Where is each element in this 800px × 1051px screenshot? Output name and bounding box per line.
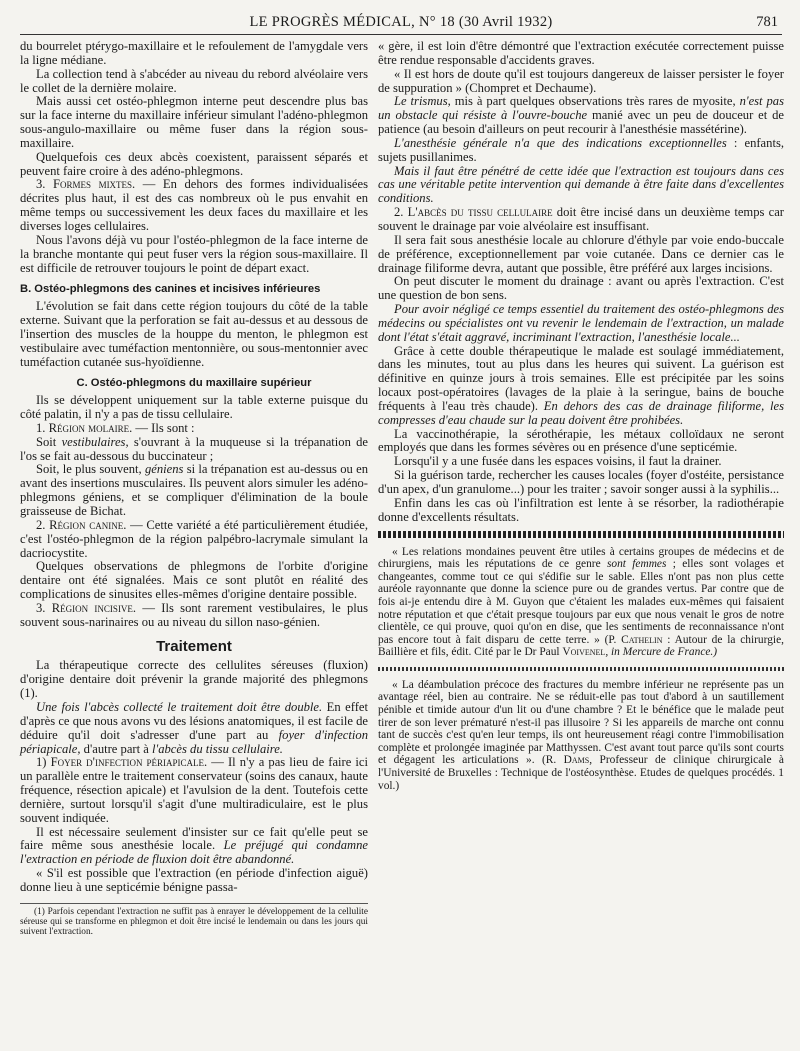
italic-text: En dehors des cas de drainage filiforme, les compresses d'eau chaude sur la peau doivent être prohibées.	[378, 398, 784, 427]
paragraph-text: : enfants, sujets pusillanimes.	[378, 135, 784, 164]
right-column	[378, 40, 784, 792]
run-in-heading: 1) Foyer d'infection périapicale.	[36, 755, 208, 770]
run-in-heading: 3. Formes mixtes.	[36, 177, 136, 192]
paragraph: Nous l'avons déjà vu pour l'ostéo-phlegmon de la face interne de la branche montante qui peut fuser vers la région sous-maxillaire. Il est difficile de retrouver toujours le point de départ exact.	[20, 232, 368, 275]
paragraph	[378, 137, 784, 165]
paragraph-text: d'autre part à	[80, 741, 153, 756]
paragraph-text: — Ils sont :	[132, 420, 195, 435]
footnote: (1) Parfois cependant l'extraction ne suffit pas à enrayer le développement de la cellulite séreuse qui se transforme en phlegmon et doit être incisé le lendemain ou dans les jours qui suivent l'extraction.	[20, 903, 368, 938]
italic-text: géniens	[144, 462, 184, 477]
paragraph-text: — Ils sont rarement vestibulaires, le plus souvent sous-narinaires ou au niveau du sillon naso-génien.	[20, 600, 369, 629]
run-in-heading: 3. Région incisive.	[36, 600, 137, 615]
paragraph-text: doit être incisé dans un deuxième temps car souvent le drainage par voie alvéolaire est insuffisant.	[378, 205, 784, 233]
paragraph: On peut discuter le moment du drainage : avant ou après l'extraction. C'est une question de bon sens.	[378, 274, 784, 303]
italic-text: L'anesthésie générale n'a que des indications exceptionnelles	[394, 135, 727, 150]
running-title: LE PROGRÈS MÉDICAL, N° 18 (30 Avril 1932)	[249, 14, 553, 30]
paragraph-text: si la trépanation est au-dessus ou en avant des insertions musculaires. Ils peuvent alors simuler les adéno-phlegmons géniens, et se compliquer d'élimination de la boule graisseuse de Bichat.	[20, 462, 368, 518]
italic-text: l'abcès du tissu cellulaire.	[152, 741, 283, 756]
paragraph	[20, 701, 368, 756]
quote-text: « Les relations mondaines peuvent être utiles à certains groupes de médecins et de chirurgiens, mais les réputations de ce genre	[378, 545, 784, 571]
author-name: Dams	[563, 754, 590, 767]
paragraph	[378, 345, 784, 428]
italic-text: Une fois l'abcès collecté le traitement doit être double.	[36, 699, 323, 714]
paragraph: Enfin dans les cas où l'infiltration est lente à se résorber, la radiothérapie donne d'excellents résultats.	[378, 495, 784, 524]
author-name: Voivenel	[562, 646, 606, 659]
paragraph-text: Grâce à cette double thérapeutique le malade est soulagé immédiatement, dans les minutes, tout au plus dans les heures qui suivent. La guérison est définitive en quinze jours à trois semaines. Elle est précipitée par les soins locaux post-opératoires (lavages de la plaie à la seringue, bains de bouche fréquents à l'eau très chaude).	[378, 343, 784, 413]
italic-text: foyer d'infection périapicale,	[20, 727, 368, 756]
quote-paragraph	[378, 546, 784, 659]
paragraph-text: — En dehors des formes individualisées décrites plus haut, il est des cas nombreux où le pus envahit en même temps ou successivement les deux faces du maxillaire et les diverses loges cellulaires.	[20, 177, 369, 233]
ornamental-divider	[378, 531, 784, 538]
paragraph-text: Soit	[36, 434, 62, 449]
paragraph: Quelquefois ces deux abcès coexistent, paraissent séparés et peuvent faire croire à des adéno-phlegmons.	[20, 149, 368, 178]
citation-source: , in Mercure de France.)	[605, 646, 718, 659]
paragraph	[20, 178, 368, 233]
paragraph	[20, 756, 368, 825]
paragraph: Si la guérison tarde, rechercher les causes locales (foyer d'ostéite, persistance d'un apex, d'un granulome...) pour les traiter ; savoir songer aussi à la syphilis...	[378, 468, 784, 496]
dotted-divider	[378, 667, 784, 671]
italic-text: vestibulaires,	[61, 434, 129, 449]
section-heading-c: C. Ostéo-phlegmons du maxillaire supérieur	[76, 377, 312, 390]
italic-text: n'est pas un obstacle qui résiste à l'ouvre-bouche	[378, 94, 784, 123]
section-heading-b: B. Ostéo-phlegmons des canines et incisives inférieures	[20, 283, 321, 296]
paragraph	[378, 95, 784, 137]
paragraph: Mais il faut être pénétré de cette idée que l'extraction est toujours dans ces cas une véritable petite intervention qui demande à être faite dans d'excellentes conditions.	[378, 163, 784, 206]
paragraph: La collection tend à s'abcéder au niveau du rebord alvéolaire vers le collet de la dernière molaire.	[20, 66, 368, 95]
paragraph	[20, 436, 368, 464]
paragraph: du bourrelet ptérygo-maxillaire et le refoulement de l'amygdale vers la ligne médiane.	[20, 39, 368, 67]
paragraph: « gère, il est loin d'être démontré que l'extraction exécutée correctement puisse être rendue responsable d'accidents graves.	[378, 39, 784, 67]
paragraph	[20, 422, 368, 436]
quote-text: , Professeur de clinique chirurgicale à l'Université de Bruxelles : Technique de l'ostéosynthèse. Etudes de quelques procédés. 1 vol.)	[378, 754, 784, 792]
paragraph-text: — Cette variété a été particulièrement étudiée, c'est l'ostéo-phlegmon de la région palpébro-lacrymale simulant la dacriocystite.	[20, 517, 369, 560]
run-in-heading: 2. L'abcès du tissu cellulaire	[394, 205, 553, 220]
paragraph: La vaccinothérapie, la sérothérapie, les métaux colloïdaux ne seront employés que dans les formes sévères ou en présence d'une septicémie.	[378, 426, 784, 455]
page-number: 781	[756, 14, 778, 30]
quote-text: : Autour de la chirurgie, Baillière et fils, édit. Cité par le Dr Paul	[378, 633, 784, 659]
paragraph: Pour avoir négligé ce temps essentiel du traitement des ostéo-phlegmons des médecins ou spécialistes ont vu revenir le lendemain de l'extraction, un malade dont l'état s'était aggravé, incriminant l'extraction, l'anesthésie locale...	[378, 302, 784, 344]
paragraph: Ils se développent uniquement sur la table externe puisque du côté palatin, il n'y a pas de tissu cellulaire.	[20, 393, 368, 422]
paragraph: Mais aussi cet ostéo-phlegmon interne peut descendre plus bas sur la face interne du maxillaire inférieur simulant l'adéno-phlegmon sous-angulo-maxillaire ou même fuser dans la région sous-maxillaire.	[20, 94, 368, 150]
paragraph: L'évolution se fait dans cette région toujours du côté de la table externe. Suivant que la perforation se fait au-dessus et au dessous de l'insertion des muscles de la houppe du menton, le phlegmon est vestibulaire avec tuméfaction mentonnière, ou sous-mentonnier avec tuméfaction cutanée sus-hyoïdienne.	[20, 299, 368, 369]
paragraph: Lorsqu'il y a une fusée dans les espaces voisins, il faut la drainer.	[394, 454, 722, 469]
paragraph-text: manié avec un peu de douceur et de patience (au besoin d'ailleurs on peut recourir à l'anesthésie massétérine).	[378, 108, 784, 137]
paragraph: « Il est hors de doute qu'il est toujours dangereux de laisser persister le foyer de suppuration » (Chompret et Dechaume).	[378, 66, 784, 95]
quote-text: « La déambulation précoce des fractures du membre inférieur ne représente pas un avantage réel, bien au contraire. Ne se réduit-elle pas tout d'abord à un sautillement pénible et timide autour d'un lit ou d'une chambre ? Et le bénéfice que le malade peut tirer de son lever prématuré n'est-il pas illusoire ? Si les appareils de marche ont connu tant de succès c'est qu'en leur temps, ils ont heureusement réagi contre l'immobilisation complète et prolongée imaginée par Matthyssen. C'est avant tout parce qu'ils sont courts et dégagent les articulations ». (R.	[378, 678, 784, 767]
run-in-heading: 1. Région molaire.	[36, 420, 133, 435]
author-name: Cathelin	[621, 633, 663, 646]
quote-block	[378, 546, 784, 659]
paragraph-text: mis à part quelques observations très rares de myosite,	[450, 94, 740, 109]
section-title-traitement: Traitement	[156, 637, 232, 655]
run-in-heading: 2. Région canine.	[36, 517, 127, 532]
quote-paragraph	[378, 679, 784, 792]
page-header	[20, 10, 782, 35]
paragraph-text: En effet d'après ce que nous avons vu des lésions anatomiques, il est facile de déduire qu'il doit s'adresser d'une part au	[20, 699, 368, 742]
paragraph: La thérapeutique correcte des cellulites séreuses (fluxion) d'origine dentaire doit prévenir la grande majorité des phlegmons (1).	[20, 658, 368, 701]
quote-text: ; elles sont volages et changeantes, comme tout ce qui s'édifie sur le sable. Elles n'ont pas non plus cette auréole rayonnante que donne la science pure ou de grandes vertus. Par contre que de fois ai-je entendu dire à M. Guyon que c'étaient les malades eux-mêmes qui faisaient notre réputation et que c'était presque toujours par eux que nous venait le gros de notre clientèle, ce qui prouve, quoi qu'on en dise, que les sentiments de reconnaissance n'ont pas encore tout à fait disparu de cette terre. » (P.	[378, 558, 785, 646]
left-column	[20, 40, 368, 1040]
paragraph-text: — Il n'y a pas lieu de faire ici un parallèle entre le traitement conservateur (soins des canaux, haute fréquence, résection apicale) et l'avulsion de la dent. Toutefois cette dernière, surtout lorsqu'il s'agit d'une multiradiculaire, est le plus souvent indiquée.	[20, 755, 368, 825]
paragraph: Il sera fait sous anesthésie locale au chlorure d'éthyle par voie endo-buccale de préférence, exceptionnellement par voie cutanée. Dans ce dernier cas le drainage filiforme devra, autant que possible, être préféré aux larges incisions.	[378, 232, 784, 275]
italic-text: sont femmes	[606, 558, 667, 571]
paragraph	[20, 826, 368, 868]
italic-text: Le trismus,	[394, 94, 451, 109]
paragraph-text: s'ouvrant à la muqueuse si la trépanation de l'os se fait au-dessous du buccinateur ;	[20, 434, 369, 463]
paragraph	[20, 519, 368, 561]
paragraph	[378, 206, 784, 234]
paragraph	[20, 602, 368, 630]
paragraph: Quelques observations de phlegmons de l'orbite d'origine dentaire ont été signalées. Mais ce sont plutôt en réalité des complications de sinusites elles-mêmes d'origine dentaire possible.	[20, 559, 368, 602]
paragraph-text: Il est nécessaire seulement d'insister sur ce fait qu'elle peut se faire même sous anesthésie locale.	[20, 824, 368, 853]
paragraph: « S'il est possible que l'extraction (en période d'infection aiguë) donne lieu à une septicémie bénigne passa-	[20, 866, 368, 894]
italic-text: Le préjugé qui condamne l'extraction en période de fluxion doit être abandonné.	[20, 838, 368, 867]
paragraph-text: Soit, le plus souvent,	[36, 462, 145, 477]
paragraph	[20, 463, 368, 518]
quote-block	[378, 679, 784, 792]
